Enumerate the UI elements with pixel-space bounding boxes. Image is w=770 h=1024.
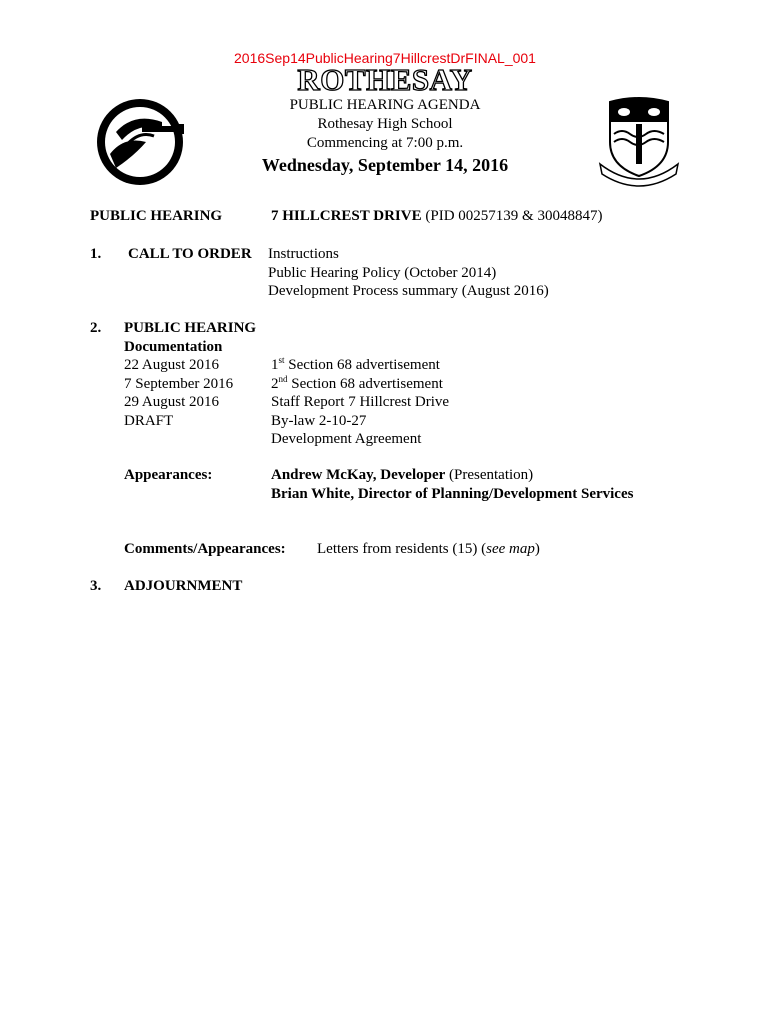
doc-date: DRAFT xyxy=(124,412,174,429)
doc-bylaw: By-law 2-10-27 xyxy=(271,412,367,429)
item-2-label: PUBLIC HEARING xyxy=(124,320,257,336)
doc-second-advertisement: 2nd Section 68 advertisement xyxy=(271,373,443,392)
hearing-pid: (PID 00257139 & 30048847) xyxy=(425,208,603,224)
doc-date: 22 August 2016 xyxy=(124,357,220,373)
file-name-header: 2016Sep14PublicHearing7HillcrestDrFINAL_001 xyxy=(234,50,536,66)
item-3-number: 3. xyxy=(90,578,102,594)
document-list xyxy=(271,356,449,449)
organization-name: ROTHESAY xyxy=(297,62,473,97)
document-dates xyxy=(124,356,233,430)
instructions-line: Instructions xyxy=(268,246,339,262)
item-1-number: 1. xyxy=(90,246,102,262)
doc-first-advertisement: 1st Section 68 advertisement xyxy=(271,355,440,373)
item-1-label: CALL TO ORDER xyxy=(128,246,252,262)
appearance-developer: Andrew McKay, Developer (Presentation) xyxy=(271,467,534,483)
appearances-label: Appearances: xyxy=(124,467,213,483)
commencing-time: Commencing at 7:00 p.m. xyxy=(306,135,464,151)
hearing-label: PUBLIC HEARING xyxy=(90,208,223,224)
item-2-number: 2. xyxy=(90,320,102,336)
meeting-date: Wednesday, September 14, 2016 xyxy=(261,155,509,175)
call-to-order-details xyxy=(268,245,549,301)
doc-date: 7 September 2016 xyxy=(124,375,234,392)
hearing-address: 7 HILLCREST DRIVE xyxy=(271,208,422,224)
process-summary-line: Development Process summary (August 2016) xyxy=(268,283,549,299)
item-3-label: ADJOURNMENT xyxy=(124,578,243,594)
doc-date: 29 August 2016 xyxy=(124,394,220,410)
doc-staff-report: Staff Report 7 Hillcrest Drive xyxy=(271,394,450,410)
comments-label: Comments/Appearances: xyxy=(124,541,286,557)
see-map-link: see map xyxy=(486,541,535,557)
venue: Rothesay High School xyxy=(317,116,453,132)
policy-line: Public Hearing Policy (October 2014) xyxy=(268,264,497,281)
appearance-director: Brian White, Director of Planning/Development Services xyxy=(271,485,634,502)
agenda-title: PUBLIC HEARING AGENDA xyxy=(289,97,481,113)
comments-letters: Letters from residents (15) (see map) xyxy=(317,541,540,557)
doc-development-agreement: Development Agreement xyxy=(271,431,422,447)
hearing-subject xyxy=(271,207,602,226)
appearances-list xyxy=(271,466,633,503)
documentation-label: Documentation xyxy=(124,339,223,355)
